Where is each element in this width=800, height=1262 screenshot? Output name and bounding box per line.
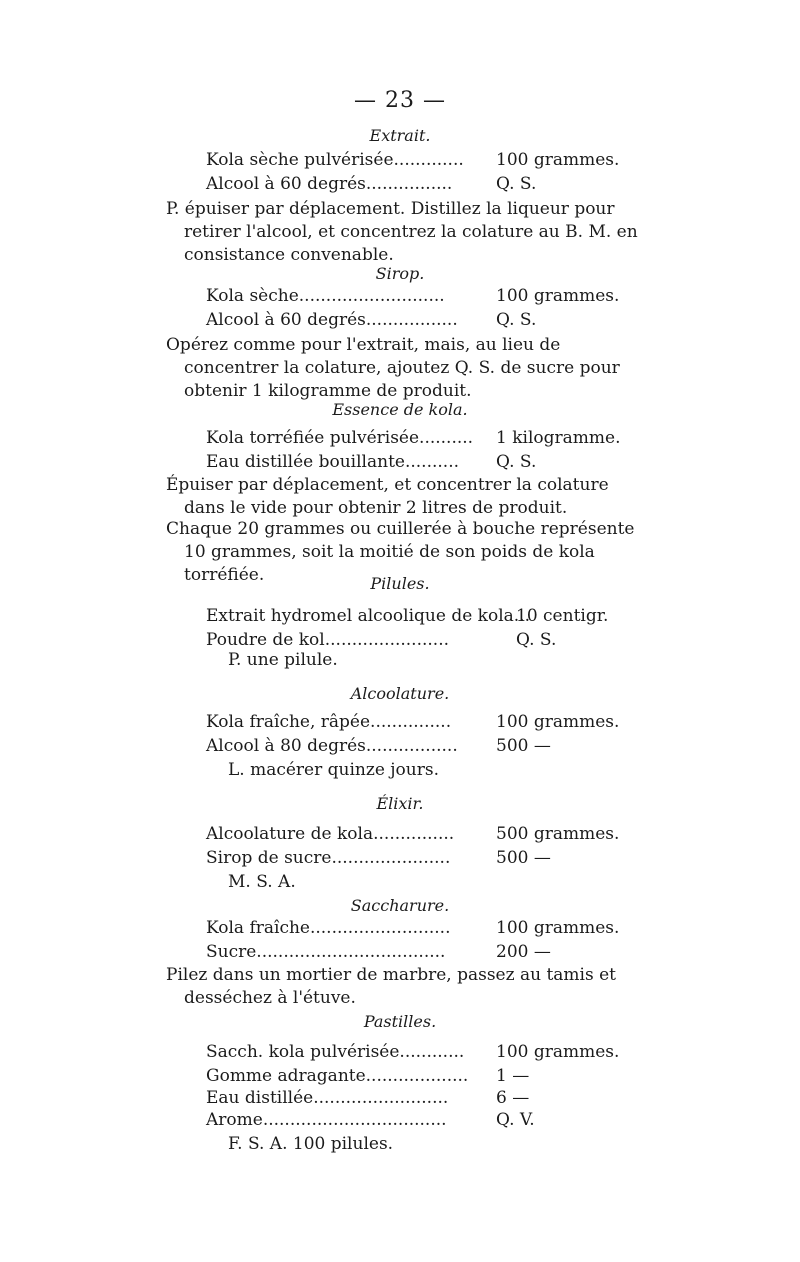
ingredient-label: Kola sèche...........................: [206, 286, 445, 306]
ingredient-label: Kola torréfiée pulvérisée..........: [206, 428, 474, 448]
ingredient-quantity: Q. S.: [496, 174, 537, 194]
ingredient-quantity: 100 grammes.: [496, 918, 620, 938]
ingredient-quantity: Q. S.: [496, 310, 537, 330]
heading-extrait: Extrait.: [369, 126, 431, 145]
preparation-note: P. une pilule.: [228, 650, 338, 670]
ingredient-label: Gomme adragante...................: [206, 1066, 469, 1086]
ingredient-quantity: 1 kilogramme.: [496, 428, 621, 448]
recipe-row: [206, 286, 620, 312]
ingredient-quantity: Q. V.: [496, 1110, 535, 1130]
recipe-row: [206, 1042, 620, 1068]
ingredient-label: Alcool à 60 degrés................: [206, 174, 453, 194]
ingredient-quantity: 100 grammes.: [496, 1042, 620, 1062]
recipe-row: [206, 428, 621, 454]
recipe-row: [206, 736, 616, 762]
ingredient-quantity: 1 —: [496, 1066, 530, 1086]
recipe-row: [206, 712, 620, 738]
heading-elixir: Élixir.: [376, 794, 424, 813]
ingredient-quantity: 100 grammes.: [496, 150, 620, 170]
recipe-row: [206, 918, 620, 944]
recipe-row: [206, 848, 616, 874]
ingredient-quantity: 500 —: [496, 848, 551, 868]
instruction-paragraph: Chaque 20 grammes ou cuillerée à bouche représente 10 grammes, soit la moitié de son poids de kola torréfiée.: [166, 519, 635, 585]
ingredient-quantity: 500 —: [496, 736, 551, 756]
ingredient-quantity: 10 centigr.: [516, 606, 609, 626]
recipe-row: [206, 824, 620, 850]
instruction-paragraph: Opérez comme pour l'extrait, mais, au lieu de concentrer la colature, ajoutez Q. S. de sucre pour obtenir 1 kilogramme de produit.: [166, 335, 620, 401]
ingredient-label: Kola sèche pulvérisée.............: [206, 150, 464, 170]
heading-sirop: Sirop.: [375, 264, 425, 283]
recipe-row: [206, 606, 616, 632]
recipe-row: [206, 1110, 616, 1136]
instruction-paragraph: Épuiser par déplacement, et concentrer la colature dans le vide pour obtenir 2 litres de produit.: [166, 475, 609, 518]
ingredient-label: Poudre de kol.......................: [206, 630, 450, 650]
instruction-paragraph: Pilez dans un mortier de marbre, passez au tamis et desséchez à l'étuve.: [166, 965, 616, 1008]
heading-saccharure: Saccharure.: [350, 896, 450, 915]
ingredient-quantity: 100 grammes.: [496, 712, 620, 732]
ingredient-quantity: Q. S.: [516, 630, 557, 650]
ingredient-label: Eau distillée bouillante..........: [206, 452, 459, 472]
ingredient-quantity: 500 grammes.: [496, 824, 620, 844]
ingredient-quantity: 6 —: [496, 1088, 530, 1108]
recipe-row: [206, 310, 616, 336]
heading-pilules: Pilules.: [370, 574, 430, 593]
preparation-note: M. S. A.: [228, 872, 296, 892]
preparation-note: F. S. A. 100 pilules.: [228, 1134, 394, 1154]
ingredient-label: Alcoolature de kola...............: [206, 824, 455, 844]
ingredient-label: Alcool à 80 degrés.................: [206, 736, 458, 756]
ingredient-label: Kola fraîche, râpée...............: [206, 712, 452, 732]
ingredient-label: Eau distillée.........................: [206, 1088, 449, 1108]
page-number: — 23 —: [354, 88, 446, 113]
preparation-note: L. macérer quinze jours.: [228, 760, 439, 780]
ingredient-label: Arome..................................: [206, 1110, 447, 1130]
heading-essence: Essence de kola.: [332, 400, 468, 419]
ingredient-label: Sacch. kola pulvérisée............: [206, 1042, 465, 1062]
ingredient-label: Sucre...................................: [206, 942, 446, 962]
heading-alcoolature: Alcoolature.: [350, 684, 450, 703]
ingredient-quantity: 200 —: [496, 942, 551, 962]
ingredient-label: Alcool à 60 degrés.................: [206, 310, 458, 330]
ingredient-label: Sirop de sucre......................: [206, 848, 451, 868]
ingredient-quantity: 100 grammes.: [496, 286, 620, 306]
heading-pastilles: Pastilles.: [363, 1012, 437, 1031]
ingredient-label: Kola fraîche..........................: [206, 918, 451, 938]
recipe-row: [206, 174, 616, 200]
recipe-row: [206, 150, 620, 176]
ingredient-quantity: Q. S.: [496, 452, 537, 472]
ingredient-label: Extrait hydromel alcoolique de kola...: [206, 606, 530, 626]
instruction-paragraph: P. épuiser par déplacement. Distillez la liqueur pour retirer l'alcool, et concentrez la colature au B. M. en consistance convenable.: [166, 199, 638, 265]
